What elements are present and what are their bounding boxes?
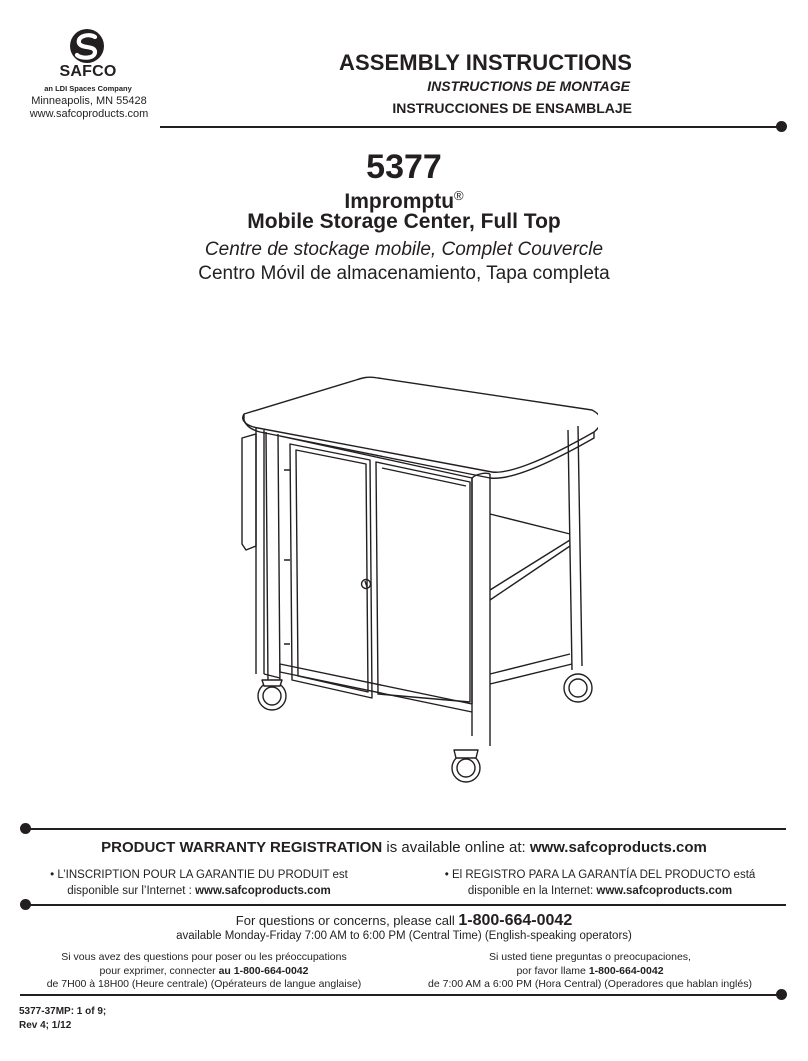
questions-spanish-line2 [400,965,780,979]
registered-mark: ® [454,188,464,203]
questions-french-text: pour exprimer, connecter [99,964,219,977]
warranty-text: is available online at: [382,839,530,856]
product-illustration [238,374,598,788]
questions-hours: available Monday-Friday 7:00 AM to 6:00 PM (Central Time) (English-speaking operators) [176,930,632,942]
subtitle-french: Centre de stockage mobile, Complet Couvercle [204,239,604,260]
product-name-text: Impromptu [344,190,455,213]
caster-right [564,674,592,702]
footer-rule-end-dot [776,989,787,1000]
footer-rule [20,994,782,996]
questions-french-line2 [14,965,394,979]
questions-spanish [400,951,780,992]
questions-spanish-phone[interactable]: 1-800-664-0042 [588,964,664,977]
questions-french-phone[interactable]: au 1-800-664-0042 [218,964,309,977]
title-spanish: INSTRUCCIONES DE ENSAMBLAJE [392,100,632,116]
caster-left [258,680,286,710]
questions-spanish-text: por favor llame [516,964,589,977]
warranty-url[interactable]: www.safcoproducts.com [529,839,707,856]
warranty-french [14,867,384,899]
warranty-rule [26,828,786,830]
logo-brand: SAFCO [59,63,117,80]
warranty-french-text: disponible sur l’Internet : [67,885,196,897]
warranty-spanish-url[interactable]: www.safcoproducts.com [596,885,733,897]
questions-line [0,912,808,930]
model-number: 5377 [366,148,442,186]
warranty-spanish-line2 [415,883,785,899]
warranty-spanish [415,867,785,899]
caster-front [452,750,480,782]
logo-subtitle: an LDI Spaces Company [44,84,132,93]
address-website[interactable]: www.safcoproducts.com [29,108,149,120]
questions-french-line1: Si vous avez des questions pour poser ou les préoccupations [61,951,347,963]
header-rule-end-dot [776,121,787,132]
warranty-french-url[interactable]: www.safcoproducts.com [195,885,331,897]
subtitle-spanish: Centro Móvil de almacenamiento, Tapa completa [198,263,610,284]
questions-spanish-line1: Si usted tiene preguntas o preocupaciones, [489,951,691,963]
title-english: ASSEMBLY INSTRUCTIONS [338,50,632,75]
footer-page-code: 5377-37MP: 1 of 9; [19,1006,107,1017]
warranty-french-line2 [14,883,384,899]
subtitle-english: Mobile Storage Center, Full Top [247,210,561,233]
header-rule [160,126,782,128]
questions-spanish-line3: de 7:00 AM a 6:00 PM (Hora Central) (Operadores que hablan inglés) [428,978,752,990]
footer-code [19,1005,106,1033]
warranty-spanish-text: disponible en la Internet: [467,885,597,897]
questions-phone[interactable]: 1-800-664-0042 [458,912,573,929]
questions-french-line3: de 7H00 à 18H00 (Heure centrale) (Opérateurs de langue anglaise) [46,978,362,990]
questions-french [14,951,394,992]
address-city: Minneapolis, MN 55428 [31,95,147,107]
questions-prefix: For questions or concerns, please call [235,913,459,928]
warranty-label: PRODUCT WARRANTY REGISTRATION [101,839,383,856]
warranty-registration [0,839,808,856]
warranty-spanish-line1: • El REGISTRO PARA LA GARANTÍA DEL PRODUCTO está [444,869,756,881]
questions-rule [26,904,786,906]
footer-revision: Rev 4; 1/12 [19,1020,72,1031]
warranty-french-line1: • L’INSCRIPTION POUR LA GARANTIE DU PRODUIT est [50,869,348,881]
safco-s-icon [69,28,105,64]
title-french: INSTRUCTIONS DE MONTAGE [427,78,630,94]
